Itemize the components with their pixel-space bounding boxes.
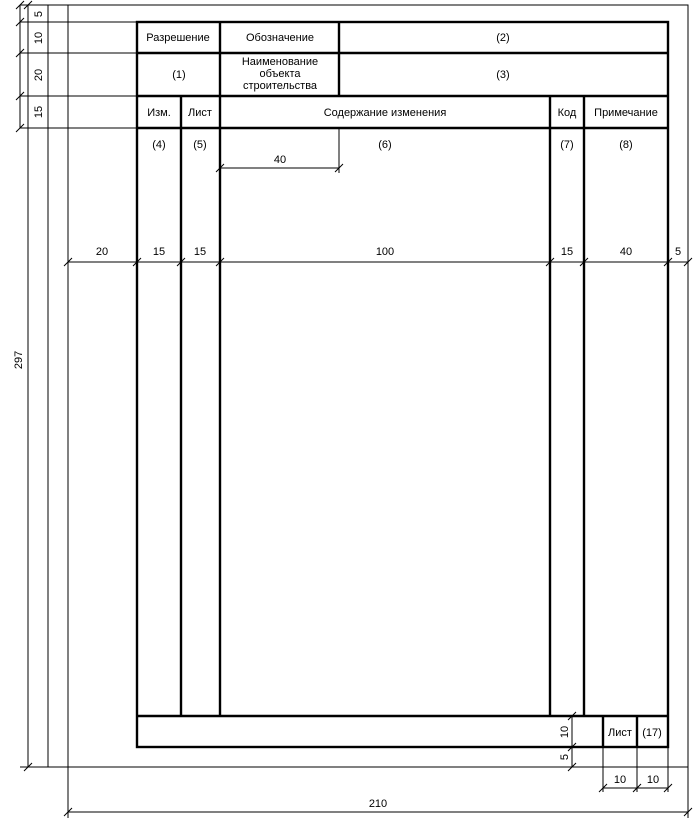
field-3: (3) [496, 69, 510, 81]
header-object-name-line2: объекта [259, 68, 301, 80]
dimension-labels [13, 11, 681, 810]
field-8: (8) [619, 139, 633, 151]
column-header-sheet: Лист [188, 107, 212, 119]
dimension-lines [20, 5, 688, 812]
field-4: (4) [152, 139, 166, 151]
dim-col-15-c: 15 [560, 246, 574, 258]
column-header-content: Содержание изменения [323, 107, 447, 119]
dim-row-20: 20 [33, 68, 45, 82]
dim-col-40: 40 [619, 246, 633, 258]
field-5: (5) [193, 139, 207, 151]
sheet-outline [48, 5, 688, 767]
dim-row-15: 15 [33, 105, 45, 119]
dim-footer-5: 5 [559, 753, 571, 761]
dim-col-20: 20 [95, 246, 109, 258]
header-object-name-line1: Наименование [241, 56, 319, 68]
dim-bottom-10-a: 10 [613, 774, 627, 786]
field-2: (2) [496, 32, 510, 44]
dim-col-15-a: 15 [152, 246, 166, 258]
dim-col-100: 100 [375, 246, 395, 258]
field-6: (6) [378, 139, 392, 151]
header-designation: Обозначение [245, 32, 315, 44]
extension-lines [20, 22, 688, 818]
field-1: (1) [172, 69, 186, 81]
footer-sheet-label: Лист [608, 727, 632, 739]
header-permit: Разрешение [146, 32, 210, 44]
dim-inner-40: 40 [273, 154, 287, 166]
dim-row-10: 10 [33, 31, 45, 45]
table-frame [137, 22, 668, 747]
dim-footer-10: 10 [559, 725, 571, 739]
dim-bottom-10-b: 10 [646, 774, 660, 786]
dim-row-5: 5 [33, 10, 45, 18]
column-header-note: Примечание [594, 107, 658, 119]
field-7: (7) [560, 139, 574, 151]
header-object-name-line3: строительства [242, 80, 318, 92]
column-header-code: Код [557, 107, 577, 119]
dim-col-15-b: 15 [193, 246, 207, 258]
footer-sheet-number: (17) [642, 727, 662, 739]
dim-total-height: 297 [13, 350, 25, 370]
column-header-change: Изм. [147, 107, 171, 119]
dim-col-5: 5 [674, 246, 682, 258]
dim-total-width: 210 [368, 798, 388, 810]
dimension-ticks [16, 1, 692, 816]
